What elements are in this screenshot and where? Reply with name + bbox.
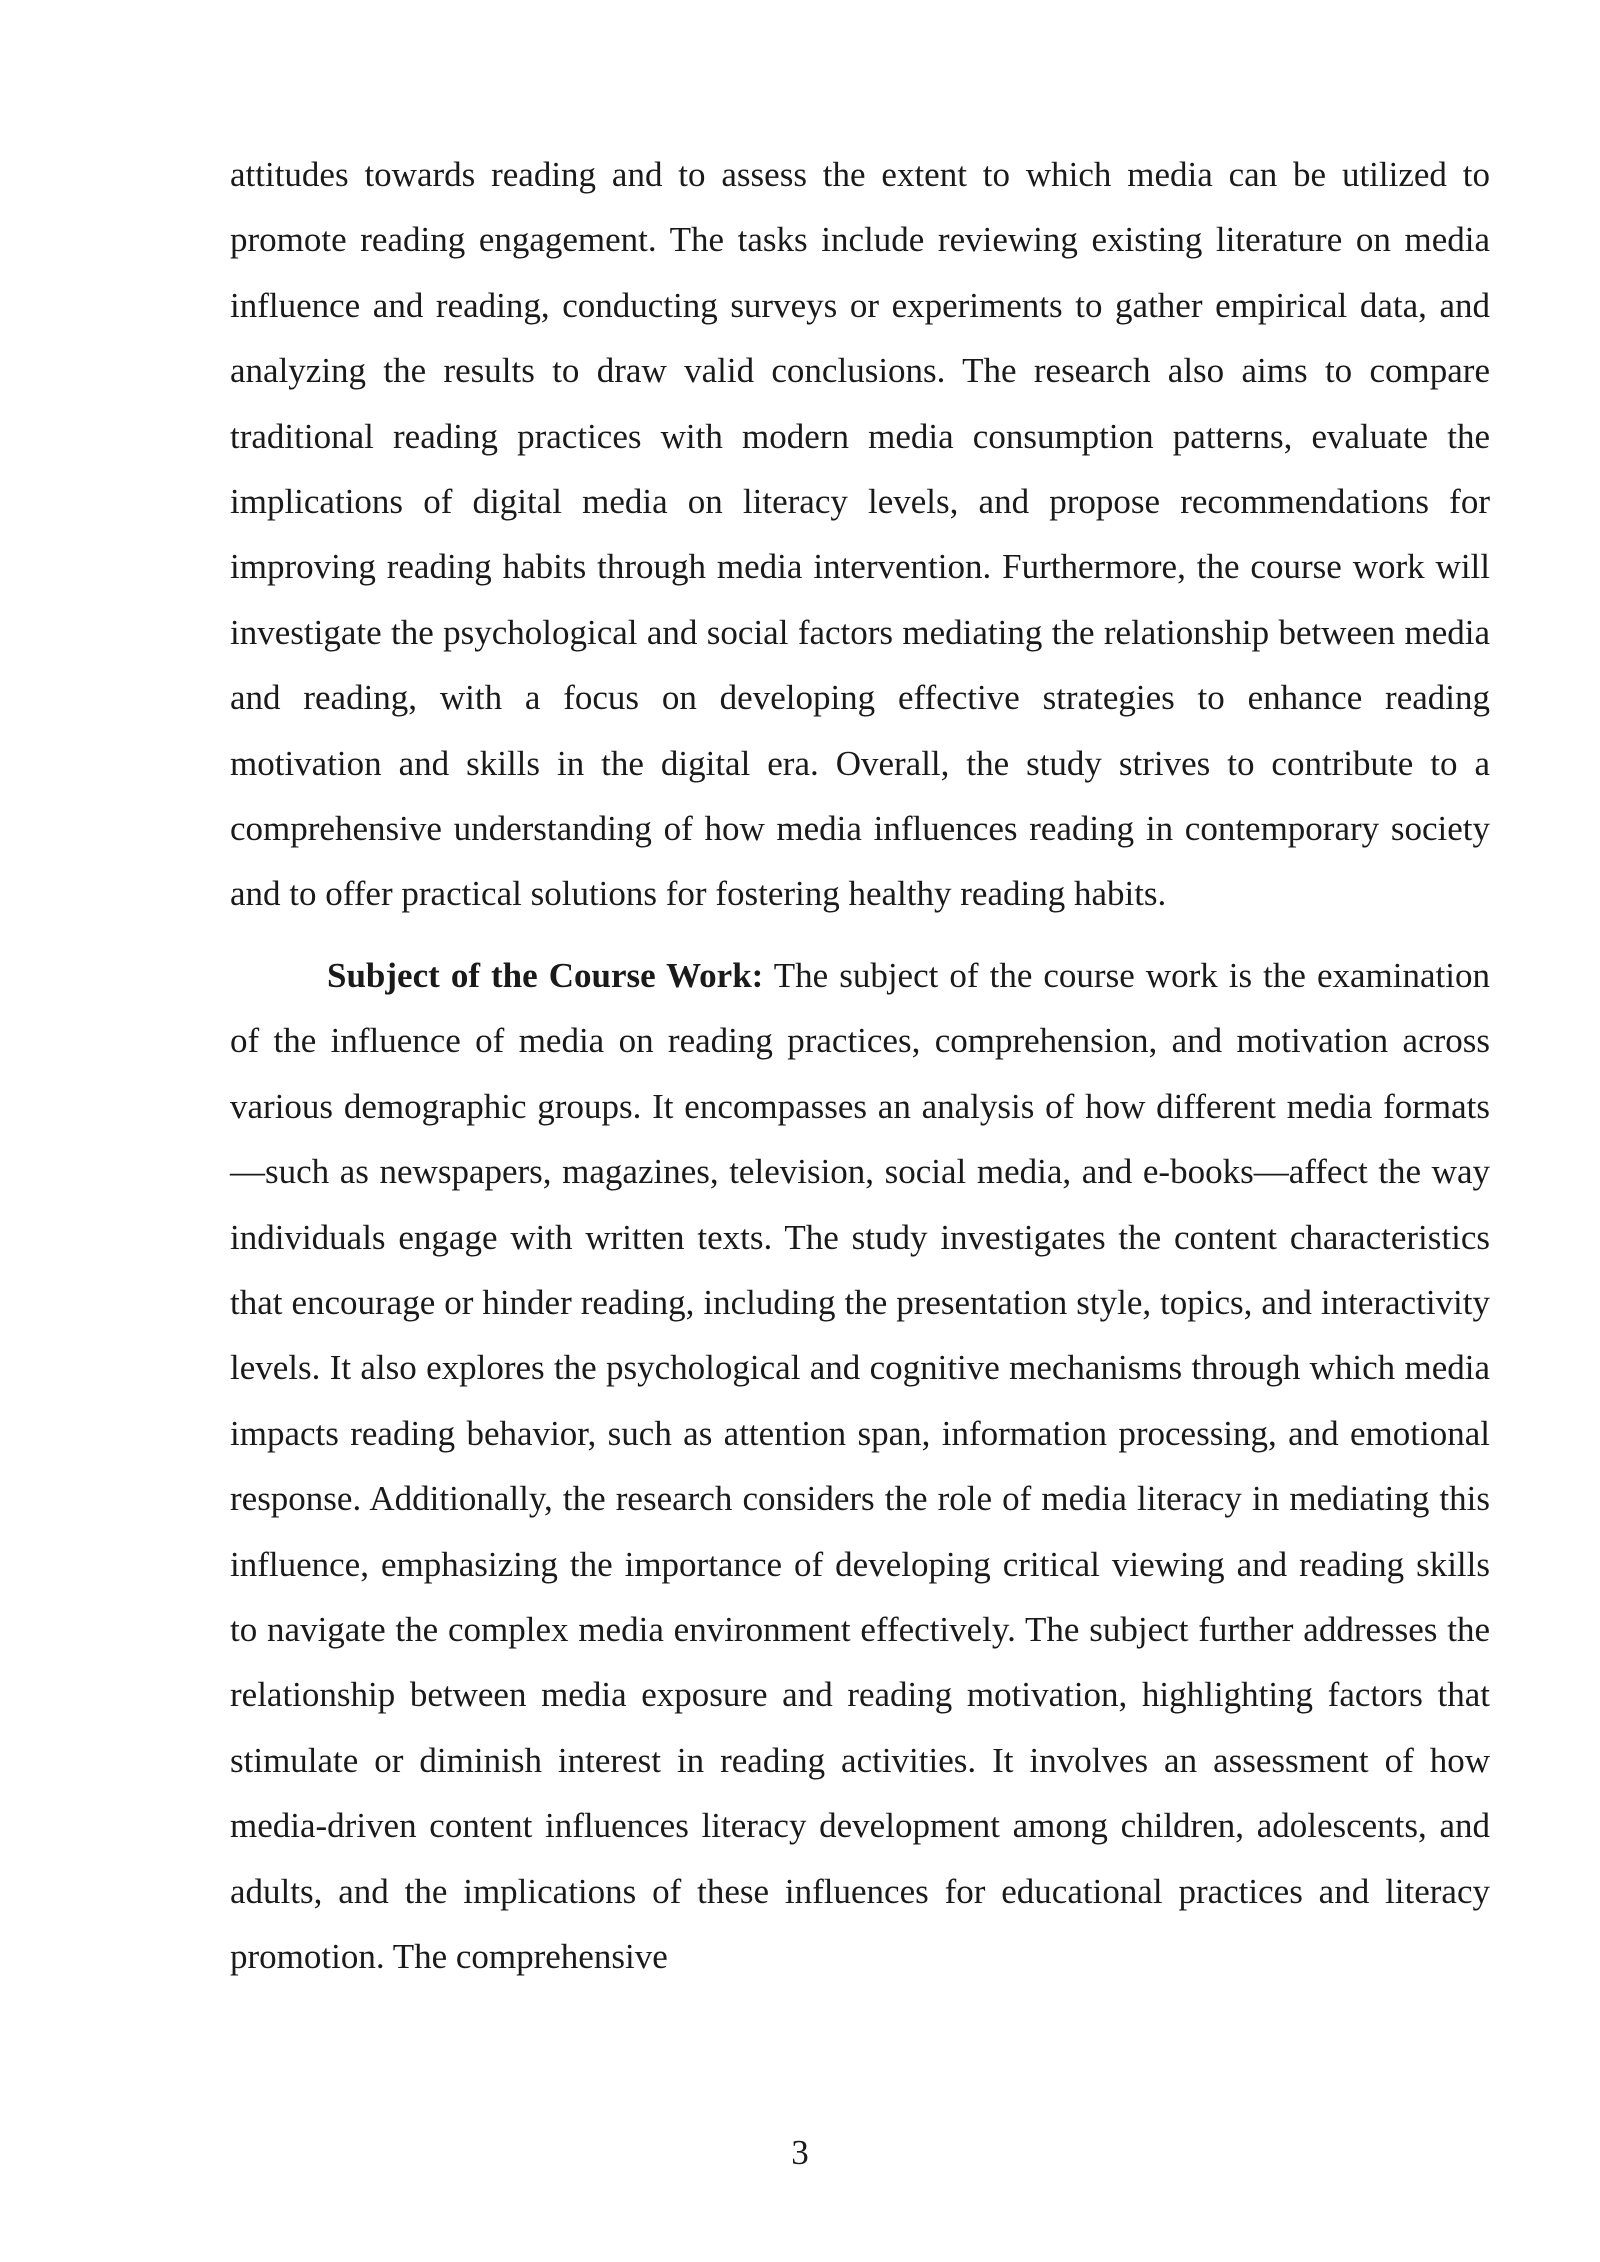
page-body [230,142,1490,1989]
section-heading-subject: Subject of the Course Work: [327,955,764,995]
body-paragraph-subject [230,943,1490,1990]
paragraph-text: The subject of the course work is the examination of the influence of media on reading practices, comprehension, and motivation across various demographic groups. It encompasses an analysis of how different media formats—such as newspapers, magazines, television, social media, and e-books—affect the way individuals engage with written texts. The study investigates the content characteristics that encourage or hinder reading, including the presentation style, topics, and interactivity levels. It also explores the psychological and cognitive mechanisms through which media impacts reading behavior, such as attention span, information processing, and emotional response. Additionally, the research considers the role of media literacy in mediating this influence, emphasizing the importance of developing critical viewing and reading skills to navigate the complex media environment effectively. The subject further addresses the relationship between media exposure and reading motivation, highlighting factors that stimulate or diminish interest in reading activities. It involves an assessment of how media-driven content influences literacy development among children, adolescents, and adults, and the implications of these influences for educational practices and literacy promotion. The comprehensive [230,955,1490,1976]
body-paragraph-objectives [230,142,1490,927]
page-number: 3 [791,2133,809,2172]
paragraph-text: attitudes towards reading and to assess the extent to which media can be utilized to promote reading engagement. The tasks include reviewing existing literature on media influence and reading, conducting surveys or experiments to gather empirical data, and analyzing the results to draw valid conclusions. The research also aims to compare traditional reading practices with modern media consumption patterns, evaluate the implications of digital media on literacy levels, and propose recommendations for improving reading habits through media intervention. Furthermore, the course work will investigate the psychological and social factors mediating the relationship between media and reading, with a focus on developing effective strategies to enhance reading motivation and skills in the digital era. Overall, the study strives to contribute to a comprehensive understanding of how media influences reading in contemporary society and to offer practical solutions for fostering healthy reading habits. [230,155,1490,914]
